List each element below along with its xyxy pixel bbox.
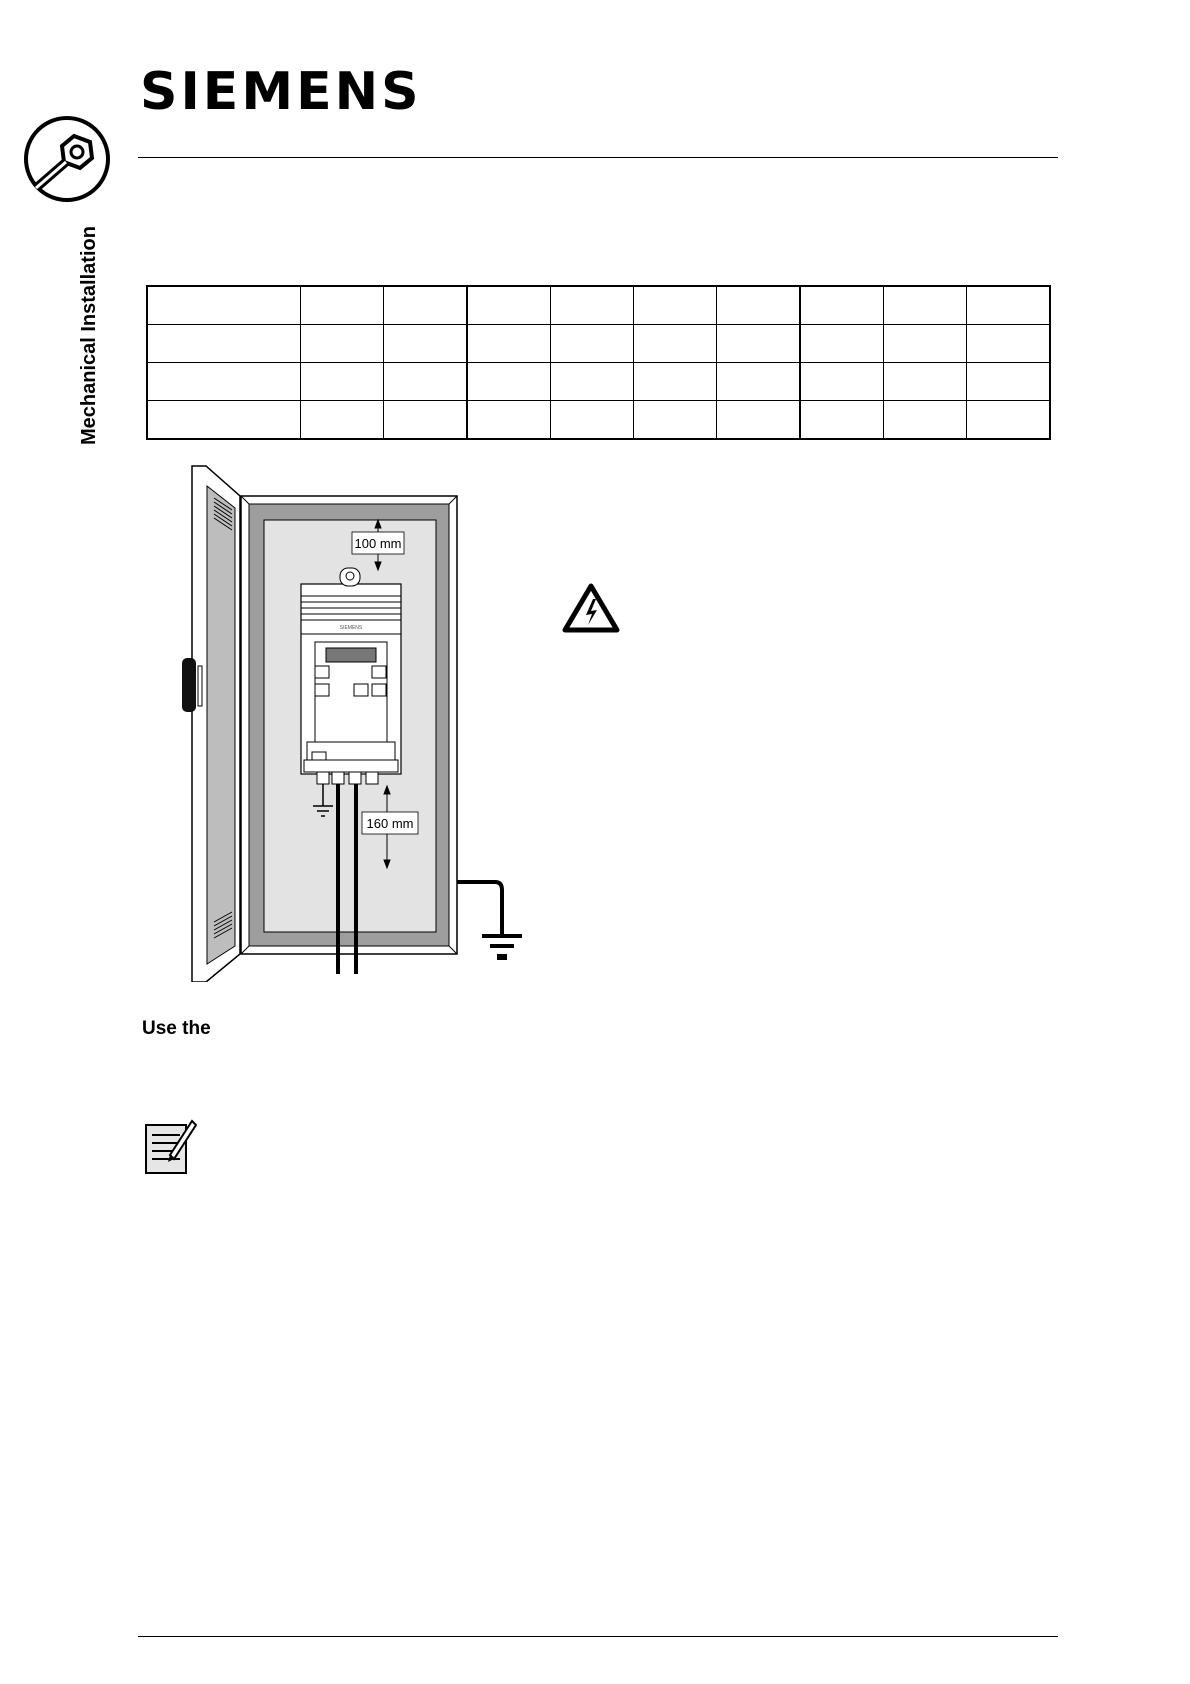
table-cell bbox=[467, 325, 551, 363]
table-cell bbox=[800, 325, 884, 363]
table-cell bbox=[384, 363, 468, 401]
body-text: Use the bbox=[142, 1018, 211, 1039]
table-cell bbox=[967, 401, 1051, 440]
table-cell bbox=[301, 325, 384, 363]
table-cell bbox=[384, 325, 468, 363]
cabinet-door bbox=[182, 466, 240, 982]
table-cell bbox=[634, 401, 717, 440]
table-cell bbox=[884, 325, 967, 363]
table-cell bbox=[717, 401, 801, 440]
table-cell bbox=[717, 286, 801, 325]
table-cell bbox=[884, 401, 967, 440]
device-brand-label: SIEMENS bbox=[339, 625, 363, 631]
table-cell bbox=[967, 286, 1051, 325]
table-cell bbox=[147, 363, 301, 401]
table-cell bbox=[551, 286, 634, 325]
section-side-label: Mechanical Installation bbox=[78, 226, 100, 445]
table-cell bbox=[717, 363, 801, 401]
table-row bbox=[147, 401, 1050, 440]
table-cell bbox=[384, 401, 468, 440]
table-cell bbox=[634, 363, 717, 401]
table-cell bbox=[800, 363, 884, 401]
table-cell bbox=[634, 286, 717, 325]
table-cell bbox=[147, 286, 301, 325]
top-clearance-label: 100 mm bbox=[354, 536, 402, 551]
siemens-logo: SIEMENS bbox=[140, 62, 422, 122]
table-cell bbox=[800, 286, 884, 325]
footer-rule bbox=[138, 1636, 1058, 1637]
table-cell bbox=[467, 363, 551, 401]
table-cell bbox=[634, 325, 717, 363]
table-cell bbox=[301, 286, 384, 325]
electrical-hazard-icon bbox=[562, 583, 620, 633]
table-cell bbox=[884, 363, 967, 401]
table-cell bbox=[551, 363, 634, 401]
header-rule bbox=[138, 157, 1058, 158]
bottom-clearance-label: 160 mm bbox=[366, 816, 414, 831]
table-cell bbox=[384, 286, 468, 325]
inverter-unit bbox=[301, 568, 401, 784]
table-cell bbox=[467, 401, 551, 440]
wrench-nut-icon bbox=[20, 112, 114, 206]
table-cell bbox=[301, 363, 384, 401]
table-cell bbox=[551, 401, 634, 440]
table-cell bbox=[967, 363, 1051, 401]
table-cell bbox=[147, 401, 301, 440]
table-cell bbox=[800, 401, 884, 440]
dimensions-table bbox=[146, 285, 1051, 440]
table-row bbox=[147, 325, 1050, 363]
cabinet-installation-diagram bbox=[180, 462, 530, 982]
table-row bbox=[147, 286, 1050, 325]
table-cell bbox=[467, 286, 551, 325]
table-cell bbox=[967, 325, 1051, 363]
table-cell bbox=[147, 325, 301, 363]
earth-ground-symbol bbox=[457, 882, 522, 960]
table-row bbox=[147, 363, 1050, 401]
table-cell bbox=[717, 325, 801, 363]
table-cell bbox=[301, 401, 384, 440]
note-pad-icon bbox=[142, 1115, 198, 1177]
table-cell bbox=[884, 286, 967, 325]
table-cell bbox=[551, 325, 634, 363]
